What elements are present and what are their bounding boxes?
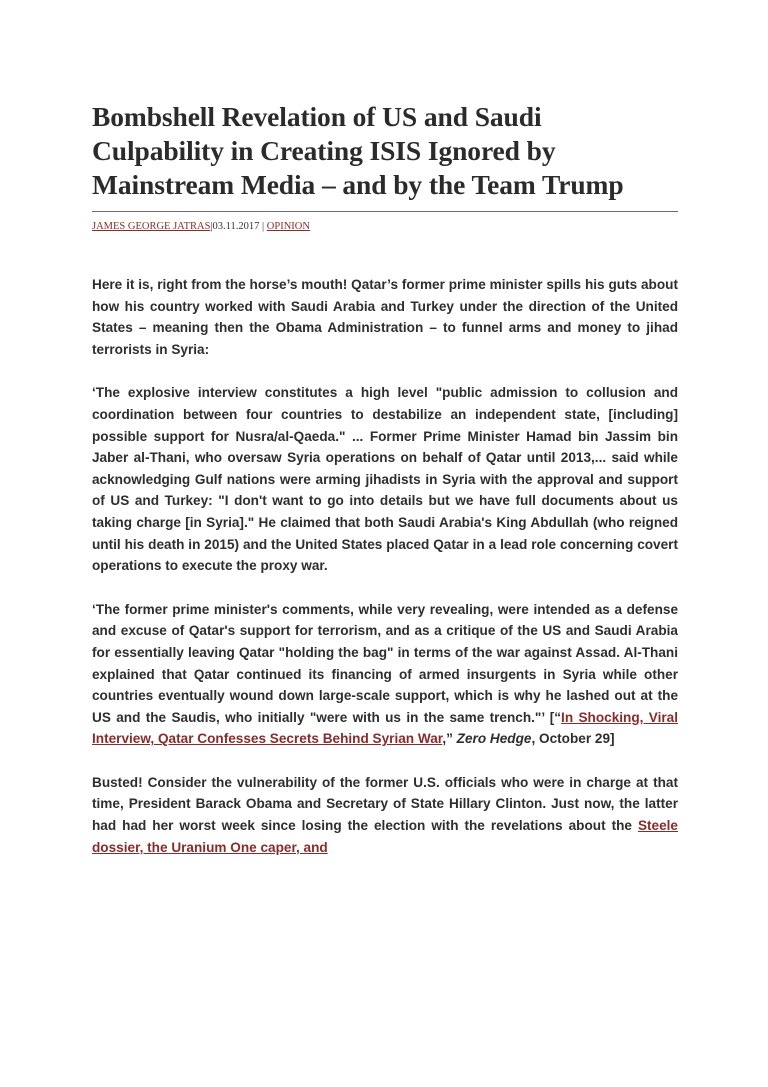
paragraph-4	[92, 772, 678, 858]
title-divider	[92, 211, 678, 212]
byline	[92, 220, 678, 234]
article-title	[92, 100, 678, 202]
title-line-2: Culpability in Creating ISIS Ignored by	[92, 135, 556, 166]
paragraph-3-after-link: ,”	[442, 731, 457, 747]
author-link[interactable]: JAMES GEORGE JATRAS	[92, 221, 211, 232]
paragraph-2: ‘The explosive interview constitutes a high level "public admission to collusion and coordination between four countries to destabilize an independent state, [including] possible support for Nusra/al-Qaeda." ... Former Prime Minister Hamad bin Jassim bin Jaber al-Thani, who oversaw Syria operations on behalf of Qatar until 2013,... said while acknowledging Gulf nations were arming jihadists in Syria with the approval and support of US and Turkey: "I don't want to go into details but we have full documents about us taking charge [in Syria]." He claimed that both Saudi Arabia's King Abdullah (who reigned until his death in 2015) and the United States placed Qatar in a lead role concerning covert operations to execute the proxy war.	[92, 385, 678, 574]
article	[92, 100, 678, 880]
paragraph-3-text: ‘The former prime minister's comments, while very revealing, were intended as a defense and excuse of Qatar's support for terrorism, and as a critique of the US and Saudi Arabia for essentially leaving Qatar "holding the bag" in terms of the war against Assad. Al-Thani explained that Qatar continued its financing of armed insurgents in Syria while other countries eventually wound down large-scale support, which is why he lashed out at the US and the Saudis, who initially "were with us in the same trench."’ [“	[92, 601, 678, 725]
steele-dossier-link[interactable]: Steele dossier, the Uranium One caper, and	[92, 818, 678, 855]
paragraph-3-end: , October 29]	[531, 731, 615, 747]
category-link[interactable]: OPINION	[266, 221, 310, 232]
title-line-3: Mainstream Media – and by the Team Trump	[92, 169, 624, 200]
zero-hedge-article-link[interactable]: In Shocking, Viral Interview, Qatar Confesses Secrets Behind Syrian War	[92, 709, 678, 747]
paragraph-1: Here it is, right from the horse’s mouth! Qatar’s former prime minister spills his guts about how his country worked with Saudi Arabia and Turkey under the direction of the United States – meaning then the Obama Administration – to funnel arms and money to jihad terrorists in Syria:	[92, 277, 678, 357]
source-name: Zero Hedge	[456, 731, 532, 747]
paragraph-3	[92, 599, 678, 750]
title-line-1: Bombshell Revelation of US and Saudi	[92, 101, 542, 132]
byline-separator: |	[259, 221, 267, 232]
article-body	[92, 274, 678, 858]
publish-date: 03.11.2017	[212, 221, 260, 232]
byline-separator: |	[210, 221, 213, 232]
paragraph-4-text: Busted! Consider the vulnerability of the former U.S. officials who were in charge at that time, President Barack Obama and Secretary of State Hillary Clinton. Just now, the latter had had her worst week since losing the election with the revelations about the	[92, 774, 678, 834]
